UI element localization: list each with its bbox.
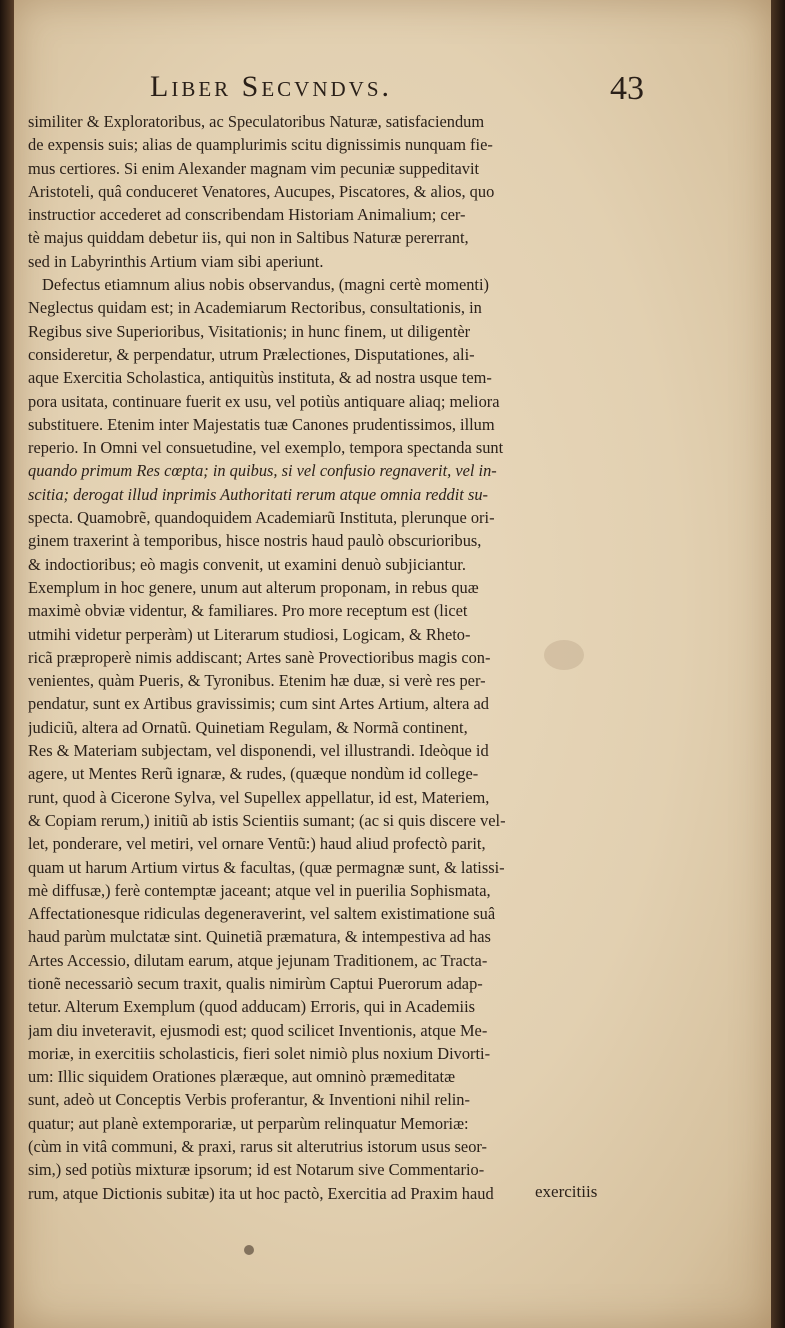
text-line: haud parùm mulctatæ sint. Quinetiã præmatura, & intempestiva ad has (28, 927, 491, 947)
text-line: aque Exercitia Scholastica, antiquitùs instituta, & ad nostra usque tem- (28, 368, 492, 388)
body-text (28, 110, 588, 1205)
text-line: sim,) sed potiùs mixturæ ipsorum; id est Notarum sive Commentario- (28, 1160, 485, 1180)
text-line: Artes Accessio, dilutam earum, atque jejunam Traditionem, ac Tracta- (28, 950, 488, 970)
running-head: Liber Secvndvs. (150, 70, 393, 103)
text-line: moriæ, in exercitiis scholasticis, fieri solet nimiò plus noxium Divorti- (28, 1043, 491, 1063)
text-line: de expensis suis; alias de quamplurimis scitu dignissimis nunquam fie- (28, 135, 493, 155)
text-line: tè majus quiddam debetur iis, qui non in Saltibus Naturæ pererrant, (28, 228, 469, 248)
text-line: mus certiores. Si enim Alexander magnam vim pecuniæ suppeditavit (28, 158, 480, 178)
text-line: Affectationesque ridiculas degeneraverint, vel saltem existimatione suâ (28, 904, 496, 924)
catchword: exercitiis (535, 1182, 598, 1201)
text-line: sunt, adeò ut Conceptis Verbis proferantur, & Inventioni nihil relin- (28, 1090, 470, 1110)
text-line: ginem traxerint à temporibus, hisce nostris haud paulò obscurioribus, (28, 531, 482, 551)
text-line: similiter & Exploratoribus, ac Speculatoribus Naturæ, satisfaciendum (28, 112, 485, 131)
text-line: judiciũ, altera ad Ornatũ. Quinetiam Regulam, & Normã continent, (28, 717, 468, 737)
text-line: consideretur, & perpendatur, utrum Prælectiones, Disputationes, ali- (28, 344, 475, 364)
text-line: quando primum Res cœpta; in quibus, si vel confusio regnaverit, vel in- (28, 461, 497, 481)
left-page-edge (0, 0, 14, 1328)
text-line: runt, quod à Cicerone Sylva, vel Supellex appellatur, id est, Materiem, (28, 787, 490, 807)
text-line: utmihi videtur perperàm) ut Literarum studiosi, Logicam, & Rheto- (28, 624, 471, 644)
text-line: Neglectus quidam est; in Academiarum Rectoribus, consultationis, in (28, 298, 482, 318)
text-line: & Copiam rerum,) initiũ ab istis Scientiis sumant; (ac si quis discere vel- (28, 810, 506, 830)
text-line: rum, atque Dictionis subitæ) ita ut hoc pactò, Exercitia ad Praxim haud (28, 1183, 494, 1203)
text-line: Regibus sive Superioribus, Visitationis; in hunc finem, ut diligentèr (28, 321, 471, 341)
text-line: tionẽ necessariò secum traxit, qualis nimirùm Captui Puerorum adap- (28, 973, 483, 993)
text-line: jam diu inveteravit, ejusmodi est; quod scilicet Inventionis, atque Me- (28, 1020, 488, 1040)
text-line: substituere. Etenim inter Majestatis tuæ Canones prudentissimos, illum (28, 414, 495, 434)
text-line: ricã præproperè nimis addiscant; Artes sanè Provectioribus magis con- (28, 647, 491, 667)
text-line: pendatur, sunt ex Artibus gravissimis; cum sint Artes Artium, altera ad (28, 694, 489, 714)
text-line: scitia; derogat illud inprimis Authoritati rerum atque omnia reddit su- (28, 484, 488, 504)
text-line: reperio. In Omni vel consuetudine, vel exemplo, tempora spectanda sunt (28, 438, 504, 458)
text-line: let, ponderare, vel metiri, vel ornare Ventũ:) haud aliud profectò parit, (28, 834, 486, 854)
text-line: quatur; aut planè extemporariæ, ut perparùm relinquatur Memoriæ: (28, 1113, 469, 1133)
text-line: sed in Labyrinthis Artium viam sibi aperiunt. (28, 251, 324, 271)
ink-dot (244, 1245, 254, 1255)
right-page-edge (771, 0, 785, 1328)
text-line: agere, ut Mentes Rerũ ignaræ, & rudes, (quæque nondùm id college- (28, 764, 479, 784)
text-line: Aristoteli, quâ conduceret Venatores, Aucupes, Piscatores, & alios, quo (28, 181, 495, 201)
text-line: pora usitata, continuare fuerit ex usu, vel potiùs antiquare aliaq; meliora (28, 391, 500, 411)
text-line: Exemplum in hoc genere, unum aut alterum proponam, in rebus quæ (28, 577, 479, 597)
text-line: venientes, quàm Pueris, & Tyronibus. Etenim hæ duæ, si verè res per- (28, 671, 486, 691)
text-line: mè diffusæ,) ferè contemptæ jaceant; atque vel in puerilia Sophismata, (28, 880, 491, 900)
text-line: maximè obviæ videntur, & familiares. Pro more receptum est (licet (28, 601, 468, 621)
page-number: 43 (610, 70, 644, 107)
text-line: Defectus etiamnum alius nobis observandus, (magni certè momenti) (42, 275, 489, 295)
text-line: specta. Quamobrẽ, quandoquidem Academiarũ Instituta, plerunque ori- (28, 508, 495, 528)
text-line: tetur. Alterum Exemplum (quod adducam) Erroris, qui in Academiis (28, 997, 476, 1017)
text-line: Res & Materiam subjectam, vel disponendi, vel illustrandi. Ideòque id (28, 741, 489, 761)
text-line: & indoctioribus; eò magis convenit, ut examini denuò subjiciantur. (28, 554, 466, 574)
text-line: instructior accederet ad conscribendam Historiam Animalium; cer- (28, 205, 466, 225)
text-line: (cùm in vitâ communi, & praxi, rarus sit alterutrius istorum usus seor- (28, 1137, 487, 1157)
text-line: quam ut harum Artium virtus & facultas, (quæ permagnæ sunt, & latissi- (28, 857, 505, 877)
text-line: um: Illic siquidem Orationes plæræque, aut omninò præmeditatæ (28, 1067, 456, 1087)
